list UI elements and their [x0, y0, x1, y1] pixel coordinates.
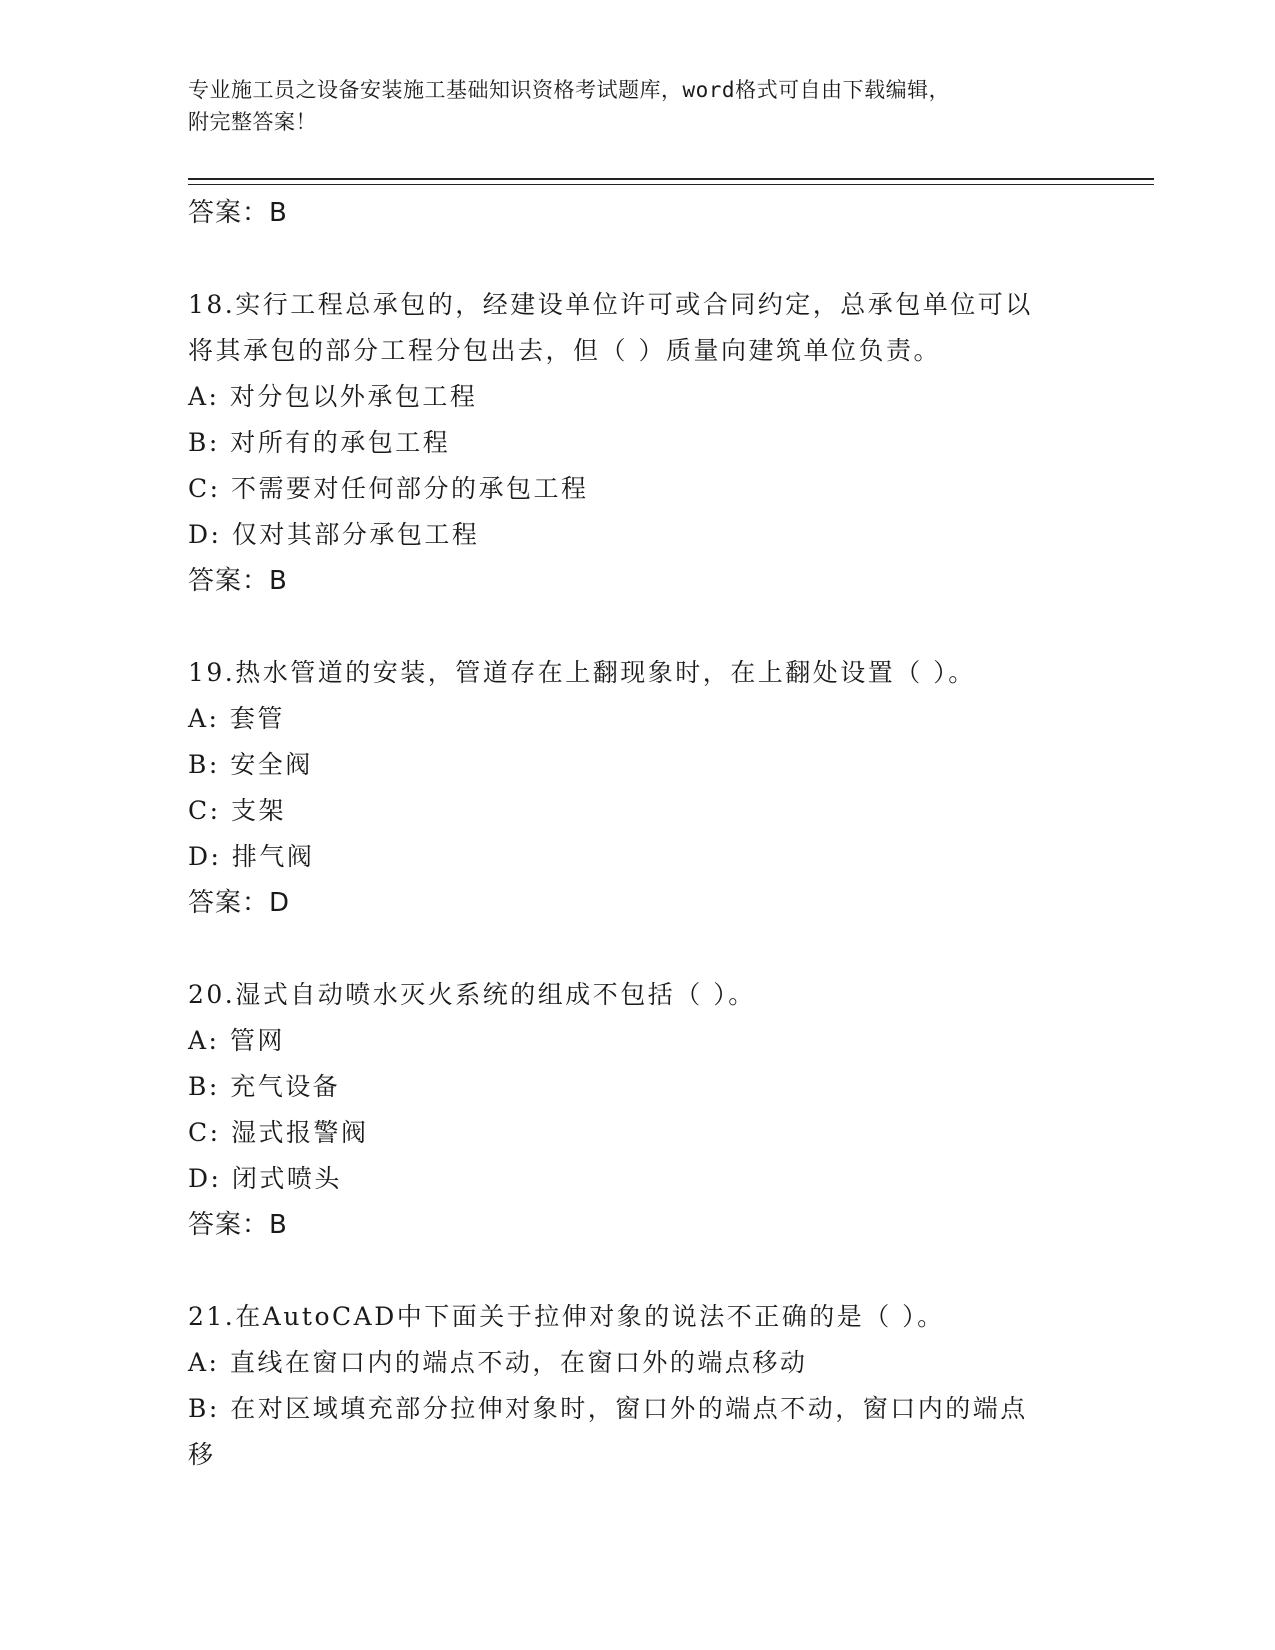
document-header	[188, 74, 1088, 138]
spacer	[188, 1248, 1088, 1294]
option-a: A: 管网	[188, 1026, 285, 1055]
spacer	[188, 604, 1088, 650]
question-21	[188, 1294, 1088, 1478]
option-d: D: 仅对其部分承包工程	[188, 520, 480, 549]
option-d: D: 排气阀	[188, 842, 315, 871]
option-a: A: 直线在窗口内的端点不动，在窗口外的端点移动	[188, 1348, 808, 1377]
option-a: A: 对分包以外承包工程	[188, 382, 478, 411]
option-b-continued: 移	[188, 1440, 216, 1469]
spacer	[188, 926, 1088, 972]
question-stem: 将其承包的部分工程分包出去，但（ ）质量向建筑单位负责。	[188, 336, 941, 365]
question-20	[188, 972, 1088, 1248]
option-b: B: 对所有的承包工程	[188, 428, 451, 457]
header-divider-thin	[188, 184, 1154, 185]
answer-line: 答案：D	[188, 888, 291, 918]
option-b: B: 充气设备	[188, 1072, 341, 1101]
answer-line: 答案：B	[188, 566, 288, 596]
question-19	[188, 650, 1088, 926]
question-stem: 19.热水管道的安装，管道存在上翻现象时，在上翻处设置（ ）。	[188, 658, 976, 687]
header-line-2: 附完整答案！	[188, 110, 317, 134]
option-c: C: 湿式报警阀	[188, 1118, 369, 1147]
option-b: B: 在对区域填充部分拉伸对象时，窗口外的端点不动，窗口内的端点	[188, 1394, 1028, 1423]
option-c: C: 不需要对任何部分的承包工程	[188, 474, 589, 503]
option-d: D: 闭式喷头	[188, 1164, 342, 1193]
header-line-1: 专业施工员之设备安装施工基础知识资格考试题库，word格式可自由下载编辑，	[188, 78, 951, 102]
option-b: B: 安全阀	[188, 750, 313, 779]
question-18	[188, 282, 1088, 604]
option-c: C: 支架	[188, 796, 286, 825]
answer-line: 答案：B	[188, 198, 288, 228]
question-stem: 18.实行工程总承包的，经建设单位许可或合同约定，总承包单位可以	[188, 290, 1033, 319]
question-stem: 20.湿式自动喷水灭火系统的组成不包括（ ）。	[188, 980, 756, 1009]
answer-line: 答案：B	[188, 1210, 288, 1240]
header-divider-thick	[188, 178, 1154, 180]
question-stem: 21.在AutoCAD中下面关于拉伸对象的说法不正确的是（ ）。	[188, 1302, 945, 1331]
option-a: A: 套管	[188, 704, 285, 733]
document-body	[188, 190, 1088, 1478]
spacer	[188, 236, 1088, 282]
